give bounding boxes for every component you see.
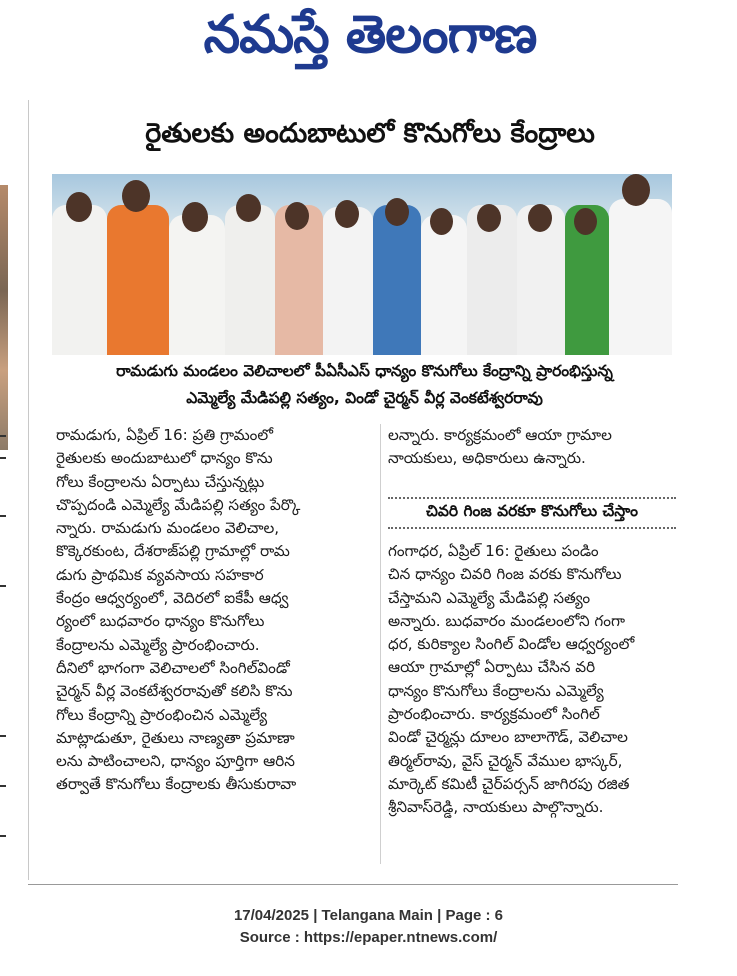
- edge-fragment: [0, 835, 6, 837]
- body-line: లన్నారు. కార్యక్రమంలో ఆయా గ్రామాల: [388, 426, 612, 444]
- body-line: చిన ధాన్యం చివరి గింజ వరకు కొనుగోలు: [388, 565, 622, 584]
- edge-fragment: [0, 735, 6, 737]
- edge-fragment: [0, 515, 6, 517]
- body-line: ధాన్యం కొనుగోలు కేంద్రాలను ఎమ్మెల్యే: [388, 681, 604, 700]
- column-divider: [380, 424, 381, 864]
- edge-fragment: [0, 585, 6, 587]
- body-line: ధర, కురిక్యాల సింగిల్ విండోల ఆధ్వర్యంలో: [388, 635, 635, 654]
- body-line: తర్వాతే కొనుగోలు కేంద్రాలకు తీసుకురావా: [56, 775, 297, 794]
- body-line: డుగు ప్రాథమిక వ్యవసాయ సహకార: [56, 565, 264, 584]
- caption-line: రామడుగు మండలం వెలిచాలలో పీఏసీఎస్ ధాన్యం కొనుగోలు కేంద్రాన్ని ప్రారంభిస్తున్న: [116, 362, 613, 380]
- article-photo: [52, 174, 672, 355]
- adjacent-photo-edge: [0, 185, 8, 450]
- article-column-1: [56, 424, 374, 797]
- column-divider-left: [28, 100, 29, 880]
- body-line: న్నారు. రామడుగు మండలం వెలిచాల,: [56, 519, 280, 538]
- body-line: చొప్పదండి ఎమ్మెల్యే మేడిపల్లి సత్యం పేర్కొ: [56, 495, 301, 514]
- body-line: కొక్కెరకుంట, దేశరాజ్‌పల్లి గ్రామాల్లో రామ: [56, 542, 290, 561]
- page-footer: [0, 905, 737, 949]
- article-headline: రైతులకు అందుబాటులో కొనుగోలు కేంద్రాలు: [145, 118, 595, 149]
- photo-caption: [52, 358, 677, 414]
- body-line: రైతులకు అందుబాటులో ధాన్యం కొను: [56, 449, 273, 468]
- body-line: తిర్మల్‌రావు, వైస్ చైర్మన్ వేముల భాస్కర్,: [388, 751, 623, 770]
- body-line: ఆయా గ్రామాల్లో ఏర్పాటు చేసిన వరి: [388, 658, 596, 677]
- body-line: దీనిలో భాగంగా వెలిచాలలో సింగిల్‌విండో: [56, 658, 290, 677]
- masthead-title: నమస్తే తెలంగాణ: [203, 4, 537, 65]
- body-line: నాయకులు, అధికారులు ఉన్నారు.: [388, 449, 586, 468]
- footer-divider: [28, 884, 678, 885]
- body-line: ర్యంలో బుధవారం ధాన్యం కొనుగోలు: [56, 612, 265, 631]
- edge-fragment: [0, 785, 6, 787]
- body-line: గోలు కేంద్రాలను ఏర్పాటు చేస్తున్నట్లు: [56, 472, 265, 491]
- body-line: విండో చైర్మన్లు దూలం బాలాగౌడ్, వెలిచాల: [388, 728, 628, 747]
- body-line: మాట్లాడుతూ, రైతులు నాణ్యతా ప్రమాణా: [56, 728, 295, 747]
- body-line: చేస్తామని ఎమ్మెల్యే మేడిపల్లి సత్యం: [388, 588, 591, 607]
- footer-date-edition: 17/04/2025 | Telangana Main | Page : 6: [233, 907, 504, 924]
- body-line: కేంద్రాలను ఎమ్మెల్యే ప్రారంభించారు.: [56, 635, 260, 654]
- adjacent-column-edge: [0, 95, 10, 895]
- caption-line: ఎమ్మెల్యే మేడిపల్లి సత్యం, విండో చైర్మన్ వీర్ల వెంకటేశ్వరరావు: [186, 389, 543, 407]
- body-line: కేంద్రం ఆధ్వర్యంలో, వెదిరలో ఐకేపీ ఆధ్వ: [56, 589, 289, 608]
- article-subheading: చివరి గింజ వరకూ కొనుగోలు చేస్తాం: [388, 497, 676, 529]
- body-line: శ్రీనివాస్‌రెడ్డి, నాయకులు పాల్గొన్నారు.: [388, 798, 604, 817]
- footer-source: Source : https://epaper.ntnews.com/: [239, 929, 498, 946]
- article-column-2-bottom: [388, 540, 676, 820]
- body-line: గంగాధర, ఏప్రిల్ 16: రైతులు పండిం: [388, 542, 599, 560]
- body-line: చైర్మన్ వీర్ల వెంకటేశ్వరరావుతో కలిసి కొను: [56, 682, 293, 701]
- body-line: గోలు కేంద్రాన్ని ప్రారంభించిన ఎమ్మెల్యే: [56, 705, 268, 724]
- body-line: మార్కెట్ కమిటీ చైర్‌పర్సన్ జాగిరపు రజిత: [388, 774, 630, 793]
- edge-fragment: [0, 435, 6, 437]
- body-line: లను పాటించాలని, ధాన్యం పూర్తిగా ఆరిన: [56, 752, 295, 771]
- body-line: ప్రారంభించారు. కార్యక్రమంలో సింగిల్: [388, 705, 600, 724]
- article-column-2-top: [388, 424, 676, 471]
- edge-fragment: [0, 457, 6, 459]
- body-line: అన్నారు. బుధవారం మండలంలోని గంగా: [388, 611, 625, 630]
- body-line: రామడుగు, ఏప్రిల్ 16: ప్రతి గ్రామంలో: [56, 426, 273, 444]
